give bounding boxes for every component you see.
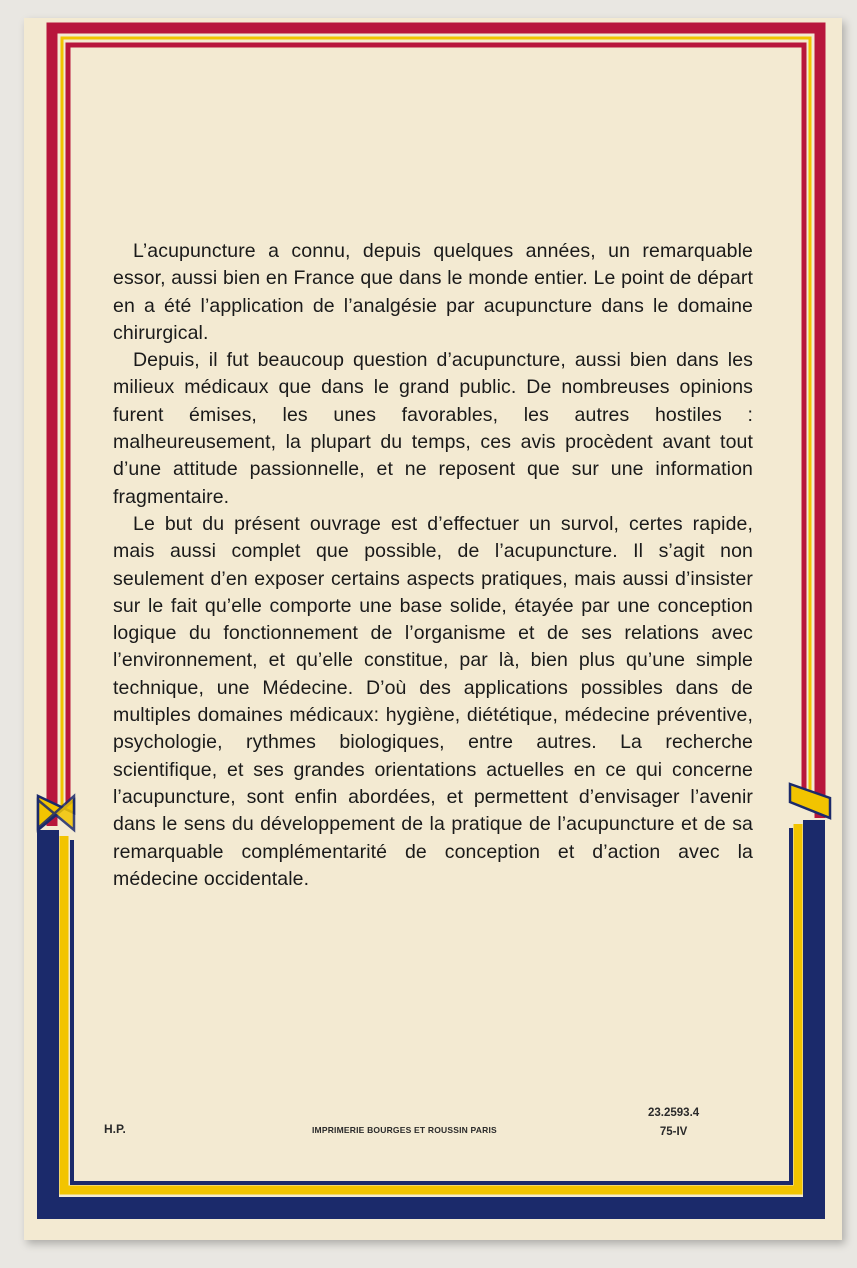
- printer-imprint: IMPRIMERIE BOURGES ET ROUSSIN PARIS: [312, 1125, 497, 1135]
- print-code: 75-IV: [659, 1126, 688, 1138]
- publisher-initials: H.P.: [104, 1122, 126, 1136]
- blurb-paragraph-1: L’acupuncture a connu, depuis quelques années, un remarquable essor, aussi bien en France que dans le monde entier. Le point de départ en a été l’application de l’analgésie par acupuncture dans le domaine chirurgical.: [113, 240, 753, 344]
- catalog-code: [648, 1104, 699, 1142]
- book-back-cover: [24, 18, 842, 1240]
- catalog-number: 23.2593.4: [648, 1107, 700, 1119]
- blurb-paragraph-3: Le but du présent ouvrage est d’effectuer un survol, certes rapide, mais aussi complet que possible, de l’acupuncture. Il s’agit non seulement d’en exposer certains aspects pratiques, mais aussi d’insister sur le fait qu’elle comporte une base solide, étayée par une conception logique du fonctionnement de l’organisme et de ses relations avec l’environnement, et qu’elle constitue, par là, bien plus qu’une simple technique, une Médecine. D’où des applications possibles dans de multiples domaines médicaux: hygiène, diététique, médecine préventive, psychologie, rythmes biologiques, entre autres. La recherche scientifique, et ses grandes orientations actuelles en ce qui concerne l’acupuncture, sont enfin abordées, et permettent d’envisager l’avenir dans le sens du développement de la pratique de l’acupuncture et de sa remarquable complémentarité de conception et d’action avec la médecine occidentale.: [113, 512, 753, 890]
- blurb-paragraph-2: Depuis, il fut beaucoup question d’acupuncture, aussi bien dans les milieux médicaux que dans le grand public. De nombreuses opinions furent émises, les unes favorables, les autres hostiles : malheureusement, la plupart du temps, ces avis procèdent avant tout d’une attitude passionnelle, et ne reposent que sur une information fragmentaire.: [113, 349, 753, 508]
- blurb-text: [113, 238, 753, 893]
